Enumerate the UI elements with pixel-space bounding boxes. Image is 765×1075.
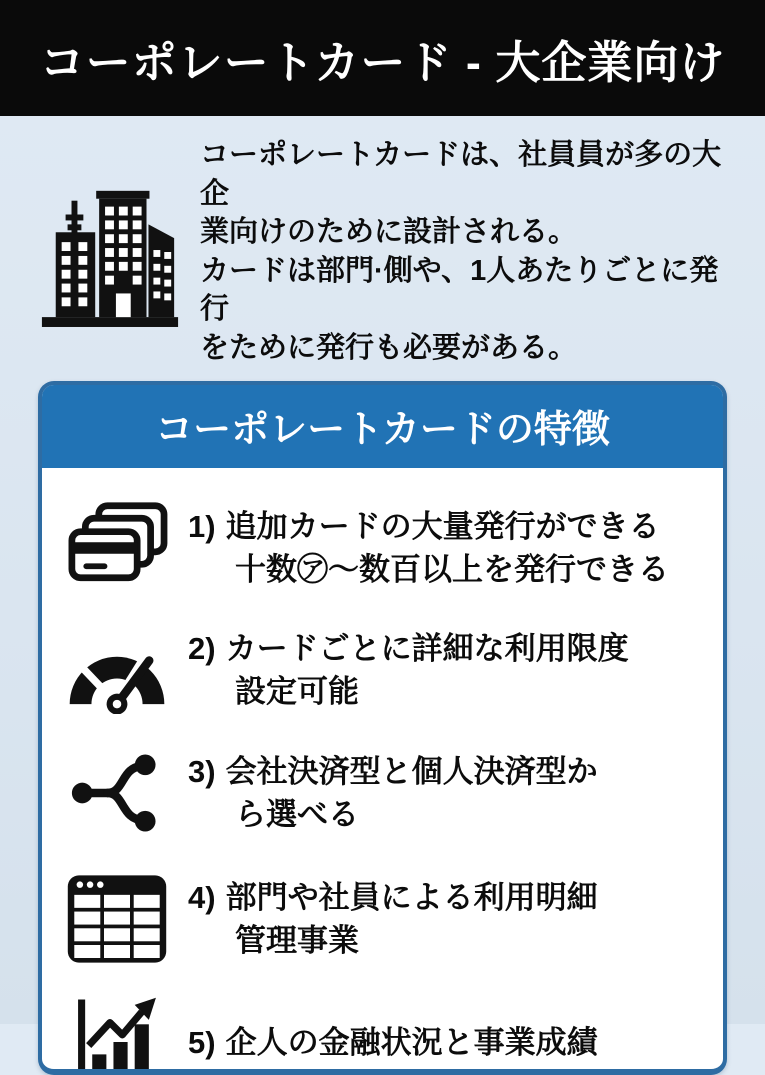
feature-line1-3: 会社決済型と個人決済型か [225, 753, 598, 789]
city-buildings-icon [36, 173, 184, 331]
feature-number-1: 1) [188, 508, 216, 544]
feature-item-1 [58, 500, 703, 596]
speedometer-icon [58, 626, 176, 714]
growth-chart-icon [58, 996, 176, 1075]
feature-text-5 [188, 1021, 598, 1064]
intro-line-3: カードは部門·側や、1人あたりごとに発行 [200, 254, 719, 326]
intro-text [200, 136, 731, 367]
title-bar [0, 0, 765, 116]
intro-line-1: コーポレートカードは、社員員が多の大企 [200, 139, 722, 210]
feature-item-2 [58, 626, 703, 714]
features-list [42, 468, 723, 1075]
feature-line2-3: ら選べる [235, 797, 359, 833]
feature-line2-1: 十数㋐〜数百以上を発行できる [235, 552, 669, 588]
share-branch-icon [58, 744, 176, 842]
credit-cards-icon [58, 500, 176, 596]
page-title: コーポレートカード - 大企業向け [39, 36, 726, 88]
feature-line2-2: 設定可能 [235, 674, 359, 710]
features-panel-header: コーポレートカードの特徴 [42, 385, 723, 468]
feature-text-2 [188, 627, 629, 714]
feature-text-4 [188, 876, 598, 963]
intro-line-2: 業向けのために設計される。 [200, 216, 578, 249]
intro-line-4: をために発行も必要がある。 [200, 331, 578, 364]
feature-number-4: 4) [188, 879, 216, 915]
feature-item-5 [58, 996, 703, 1075]
feature-line2-4: 管理事業 [235, 923, 359, 959]
feature-text-1 [188, 505, 669, 592]
feature-line1-2: カードごとに詳細な利用限度 [225, 630, 629, 666]
feature-item-4 [58, 872, 703, 966]
feature-item-3 [58, 744, 703, 842]
feature-number-2: 2) [188, 630, 216, 666]
feature-line1-5: 企人の金融状況と事業成績 [225, 1024, 598, 1060]
feature-number-5: 5) [188, 1024, 216, 1060]
feature-number-3: 3) [188, 753, 216, 789]
feature-line1-1: 追加カードの大量発行ができる [225, 508, 660, 544]
feature-line1-4: 部門や社員による利用明細 [225, 879, 598, 915]
feature-text-3 [188, 750, 598, 837]
spreadsheet-icon [58, 872, 176, 966]
features-panel [38, 381, 727, 1075]
intro-section [36, 136, 731, 367]
